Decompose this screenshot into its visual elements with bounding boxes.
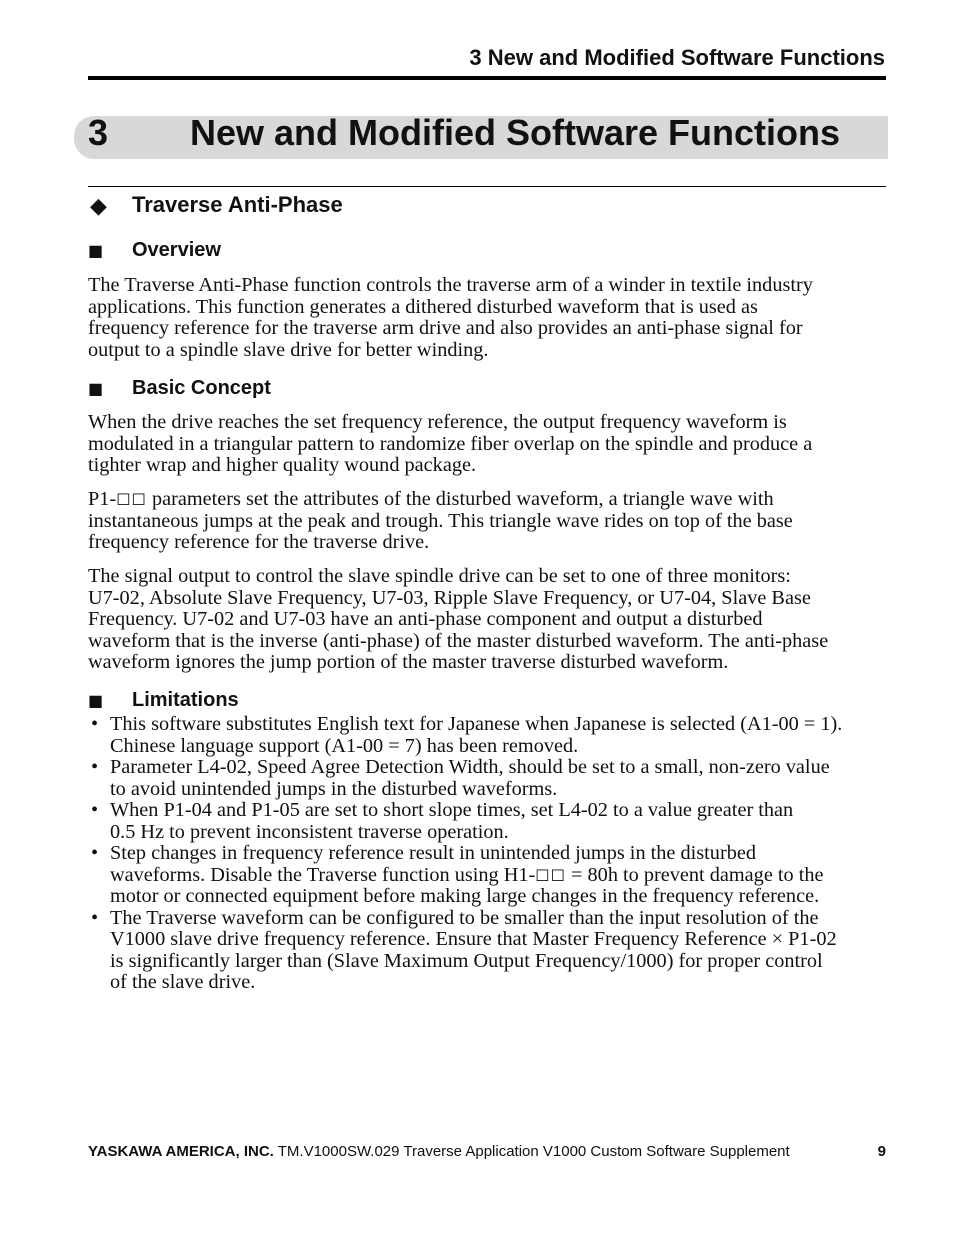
text-fragment: parameters set the attributes of the disturbed waveform, a triangle wave with — [146, 488, 774, 510]
text-line: Chinese language support (A1-00 = 7) has been removed. — [110, 734, 579, 757]
square-bullet-icon: ■ — [88, 691, 104, 710]
text-line — [88, 489, 888, 511]
text-line: The signal output to control the slave spindle drive can be set to one of three monitors: — [88, 565, 791, 587]
text-line: of the slave drive. — [110, 971, 256, 993]
limitations-list — [88, 714, 888, 994]
list-item — [88, 908, 888, 994]
text-line: waveform that is the inverse (anti-phase) of the master disturbed waveform. The anti-phase — [88, 629, 829, 652]
text-line: When the drive reaches the set frequency reference, the output frequency waveform is — [88, 411, 787, 433]
text-line: The Traverse Anti-Phase function controls the traverse arm of a winder in textile industry — [88, 274, 813, 296]
subsection-title-overview: Overview — [132, 239, 221, 261]
bullet-icon: • — [91, 713, 99, 735]
text-fragment: = 80h to prevent damage to the — [565, 863, 824, 886]
text-line: The Traverse waveform can be configured to be smaller than the input resolution of the — [110, 906, 819, 929]
list-item — [88, 800, 888, 843]
footer-company: YASKAWA AMERICA, INC. — [88, 1143, 274, 1160]
section-title: Traverse Anti-Phase — [132, 192, 343, 217]
text-line: Frequency. U7-02 and U7-03 have an anti-phase component and output a disturbed — [88, 608, 763, 630]
list-item — [88, 757, 888, 800]
text-line: frequency reference for the traverse drive. — [88, 531, 430, 553]
list-item — [88, 843, 888, 908]
bullet-icon: • — [91, 799, 99, 821]
text-line — [110, 865, 888, 887]
footer-document-title: TM.V1000SW.029 Traverse Application V1000 Custom Software Supplement — [273, 1143, 790, 1160]
square-bullet-icon: ■ — [88, 379, 104, 398]
header-rule — [88, 76, 886, 80]
placeholder-boxes: ☐☐ — [535, 865, 566, 885]
text-line: to avoid unintended jumps in the disturbed waveforms. — [110, 777, 558, 800]
square-bullet-icon: ■ — [88, 241, 104, 260]
text-line: frequency reference for the traverse arm drive and also provides an anti-phase signal for — [88, 317, 803, 339]
bullet-icon: • — [91, 906, 99, 929]
text-line: waveform ignores the jump portion of the master traverse disturbed waveform. — [88, 651, 729, 673]
bullet-icon: • — [91, 842, 99, 864]
text-line: When P1-04 and P1-05 are set to short slope times, set L4-02 to a value greater than — [110, 799, 794, 821]
bullet-icon: • — [91, 756, 99, 778]
text-line: applications. This function generates a dithered disturbed waveform that is used as — [88, 295, 758, 318]
text-line: instantaneous jumps at the peak and trough. This triangle wave rides on top of the base — [88, 509, 793, 532]
text-line: Step changes in frequency reference result in unintended jumps in the disturbed — [110, 842, 756, 864]
text-line: modulated in a triangular pattern to randomize fiber overlap on the spindle and produce a — [88, 432, 813, 455]
overview-paragraph — [88, 275, 888, 361]
text-line: tighter wrap and higher quality wound package. — [88, 454, 477, 476]
text-line: This software substitutes English text for Japanese when Japanese is selected (A1-00 = 1). — [110, 713, 843, 735]
page-number: 9 — [877, 1143, 886, 1160]
subsection-title-limitations: Limitations — [132, 689, 239, 711]
basic-concept-paragraph-1 — [88, 412, 888, 477]
text-line: motor or connected equipment before making large changes in the frequency reference. — [110, 885, 820, 907]
text-line: U7-02, Absolute Slave Frequency, U7-03, Ripple Slave Frequency, or U7-04, Slave Base — [88, 586, 811, 609]
param-prefix: P1- — [88, 488, 117, 510]
text-line: 0.5 Hz to prevent inconsistent traverse operation. — [110, 820, 509, 843]
diamond-icon: ◆ — [90, 194, 107, 219]
basic-concept-paragraph-3 — [88, 566, 888, 674]
text-line: output to a spindle slave drive for better winding. — [88, 338, 489, 361]
section-rule — [88, 186, 886, 187]
text-line: is significantly larger than (Slave Maximum Output Frequency/1000) for proper control — [110, 949, 823, 972]
text-fragment: waveforms. Disable the Traverse function using H1- — [110, 863, 536, 886]
basic-concept-paragraph-2 — [88, 489, 888, 554]
text-line: Parameter L4-02, Speed Agree Detection Width, should be set to a small, non-zero value — [110, 756, 830, 778]
chapter-title: New and Modified Software Functions — [190, 112, 841, 153]
subsection-title-basic-concept: Basic Concept — [132, 377, 271, 399]
running-header: 3 New and Modified Software Functions — [469, 45, 885, 70]
placeholder-boxes: ☐☐ — [116, 490, 147, 509]
page-footer — [88, 1143, 886, 1160]
text-line: V1000 slave drive frequency reference. Ensure that Master Frequency Reference × P1-02 — [110, 928, 837, 950]
list-item — [88, 714, 888, 757]
chapter-number: 3 — [88, 112, 109, 153]
